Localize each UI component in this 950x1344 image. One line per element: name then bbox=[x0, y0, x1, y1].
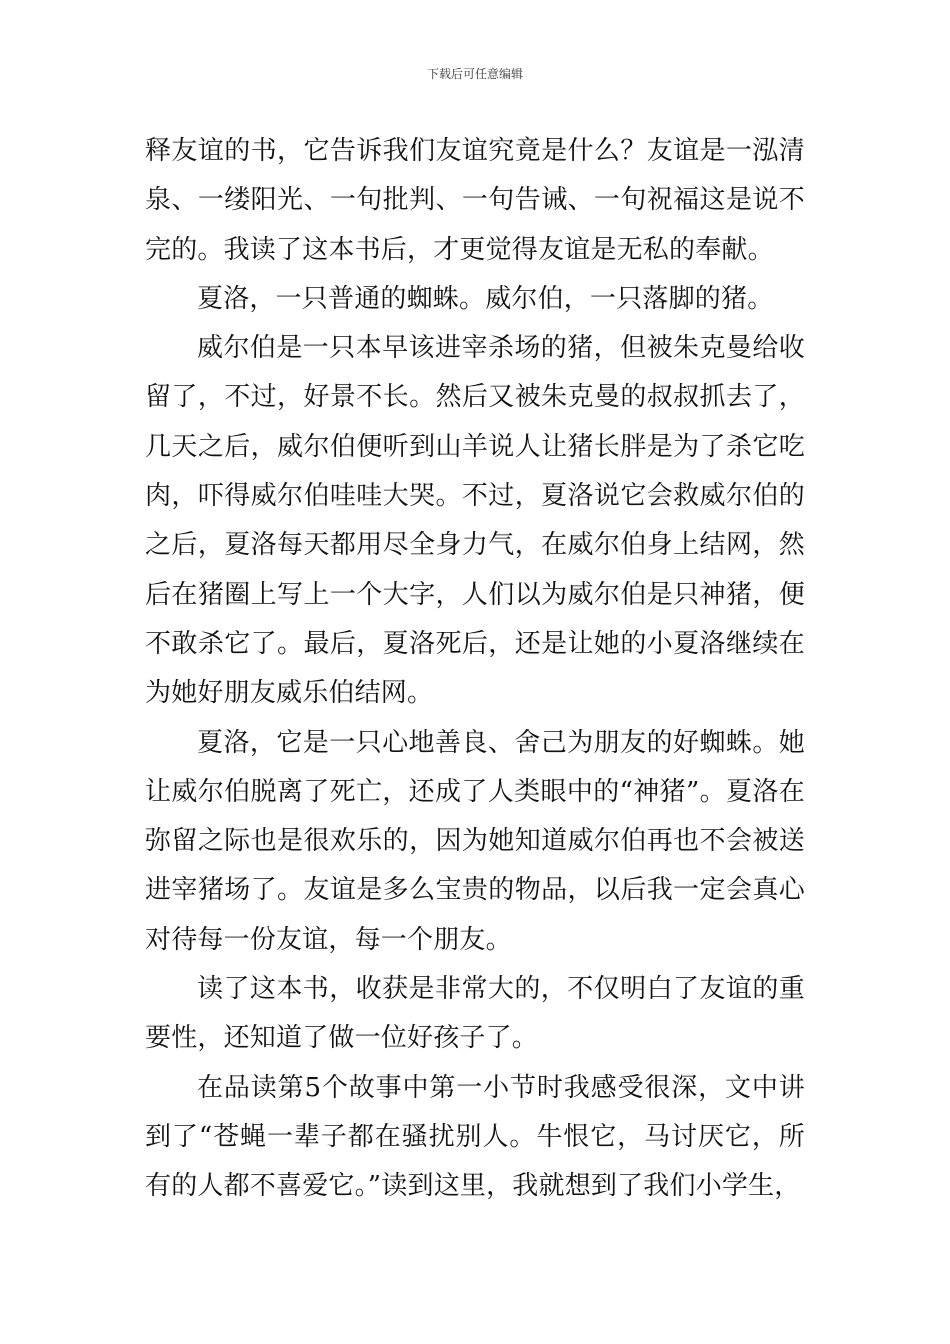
paragraph-3: 威尔伯是一只本早该进宰杀场的猪，但被朱克曼给收留了，不过，好景不长。然后又被朱克曼的叔叔抓去了，几天之后，威尔伯便听到山羊说人让猪长胖是为了杀它吃肉，吓得威尔伯哇哇大哭。不过，夏洛说它会救威尔伯的之后，夏洛每天都用尽全身力气，在威尔伯身上结网，然后在猪圈上写上一个大字，人们以为威尔伯是只神猪，便不敢杀它了。最后，夏洛死后，还是让她的小夏洛继续在为她好朋友威乐伯结网。 bbox=[145, 333, 805, 709]
paragraph-4: 夏洛，它是一只心地善良、舍己为朋友的好蜘蛛。她让威尔伯脱离了死亡，还成了人类眼中的“神猪”。夏洛在弥留之际也是很欢乐的，因为她知道威尔伯再也不会被送进宰猪场了。友谊是多么宝贵的物品，以后我一定会真心对待每一份友谊，每一个朋友。 bbox=[145, 727, 805, 955]
paragraph-6: 在品读第5个故事中第一小节时我感受很深，文中讲到了“苍蝇一辈子都在骚扰别人。牛恨它，马讨厌它，所有的人都不喜爱它。”读到这里，我就想到了我们小学生， bbox=[145, 1072, 805, 1202]
paragraph-1: 释友谊的书，它告诉我们友谊究竟是什么？友谊是一泓清泉、一缕阳光、一句批判、一句告诫、一句祝福这是说不完的。我读了这本书后，才更觉得友谊是无私的奉献。 bbox=[145, 136, 805, 265]
paragraph-2: 夏洛，一只普通的蜘蛛。威尔伯，一只落脚的猪。 bbox=[197, 283, 774, 314]
paragraph-5: 读了这本书，收获是非常大的，不仅明白了友谊的重要性，还知道了做一位好孩子了。 bbox=[145, 974, 805, 1054]
document-body bbox=[145, 127, 805, 1212]
page-header-note: 下载后可任意编辑 bbox=[426, 67, 523, 81]
